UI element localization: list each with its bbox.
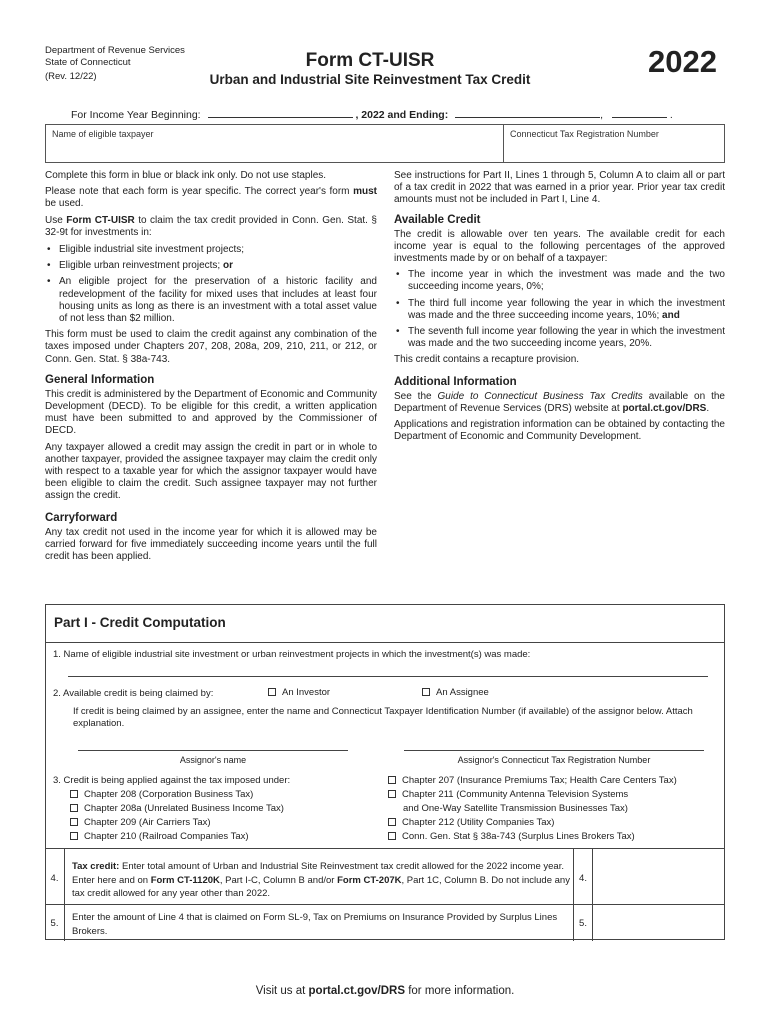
drs-link[interactable]: portal.ct.gov/DRS xyxy=(622,402,707,414)
footer: Visit us at portal.ct.gov/DRS for more information. xyxy=(255,985,515,997)
prior-year-note: See instructions for Part II, Lines 1 through 5, Column A to claim all or part of a tax credit in 2022 that was earned in a prior year. Prior year tax credit amounts must not be included in Part I, Line 4. xyxy=(394,170,725,206)
recapture-note: This credit contains a recapture provision. xyxy=(394,354,580,366)
chapter-208-option[interactable]: Chapter 208 (Corporation Business Tax) xyxy=(70,788,284,802)
additional-info-2: Applications and registration information can be obtained by contacting the Department of Economic and Community Development. xyxy=(394,419,725,443)
chapter-38a-checkbox[interactable] xyxy=(388,832,396,840)
percentage-list xyxy=(394,269,725,350)
additional-info-1: See the Guide to Connecticut Business Tax Credits available on the Department of Revenue Services (DRS) website at portal.ct.gov/DRS. xyxy=(394,390,725,414)
chapter-207-option[interactable]: Chapter 207 (Insurance Premiums Tax; Health Care Centers Tax) xyxy=(388,774,677,788)
chapter-210-option[interactable]: Chapter 210 (Railroad Companies Tax) xyxy=(70,830,284,844)
line-1-label: 1. Name of eligible industrial site investment or urban reinvestment projects in which the investment(s) was made: xyxy=(53,649,531,660)
chapters-right xyxy=(388,774,677,844)
carryforward-text: Any tax credit not used in the income year for which it is allowed may be carried forward for five immediately succeeding income years until the full credit has been applied. xyxy=(45,526,377,563)
right-column xyxy=(394,170,725,447)
assignee-option[interactable]: An Assignee xyxy=(422,687,489,699)
chapter-210-checkbox[interactable] xyxy=(70,832,78,840)
taxpayer-name-field[interactable] xyxy=(46,125,504,162)
line-1-project-field[interactable] xyxy=(68,676,708,677)
chapters-left xyxy=(70,788,284,844)
line-4-text: Tax credit: Enter total amount of Urban and Industrial Site Reinvestment tax credit allowed for the 2022 income year. Enter here and on Form CT-1120K, Part I-C, Column B and/or Form CT-207K, Part 1C, Column B. Do not include any tax credit allowed for any year other than 2022. xyxy=(72,861,570,899)
list-item: • Eligible urban reinvestment projects; or xyxy=(45,260,377,272)
form-year: 2022 xyxy=(648,44,717,79)
assignee-checkbox[interactable] xyxy=(422,688,430,696)
begin-date-field[interactable] xyxy=(208,107,353,118)
chapter-208a-checkbox[interactable] xyxy=(70,804,78,812)
header-agency xyxy=(45,45,185,83)
chapter-211-continued: and One-Way Satellite Transmission Businesses Tax) xyxy=(403,803,628,814)
chapter-211-option[interactable]: Chapter 211 (Community Antenna Television Systems xyxy=(388,788,677,802)
chapter-212-checkbox[interactable] xyxy=(388,818,396,826)
chapter-38a-option[interactable]: Conn. Gen. Stat § 38a-743 (Surplus Lines Brokers Tax) xyxy=(388,830,677,844)
period-middle: , 2022 and Ending: xyxy=(355,109,449,121)
line-5-row xyxy=(45,904,725,940)
list-item: • An eligible project for the preservation of a historic facility and redevelopment of the facility for mixed uses that includes at least four housing units as long as there is an investment with a total asset value of not less than $2 million. xyxy=(45,276,377,325)
general-info-heading: General Information xyxy=(45,373,155,386)
list-item: • Eligible industrial site investment projects; xyxy=(45,244,377,256)
chapter-208a-option[interactable]: Chapter 208a (Unrelated Business Income Tax) xyxy=(70,802,284,816)
begin-label: For Income Year Beginning: xyxy=(71,109,201,121)
chapter-209-option[interactable]: Chapter 209 (Air Carriers Tax) xyxy=(70,816,284,830)
assignor-reg-field[interactable] xyxy=(404,750,704,751)
state-name: State of Connecticut xyxy=(45,57,131,68)
end-year-field[interactable] xyxy=(612,107,667,118)
footer-link[interactable]: portal.ct.gov/DRS xyxy=(308,985,406,997)
chapter-208-checkbox[interactable] xyxy=(70,790,78,798)
line-4-amount-field[interactable] xyxy=(593,849,725,905)
end-sep: , xyxy=(600,109,604,121)
ink-instruction: Complete this form in blue or black ink only. Do not use staples. xyxy=(45,170,327,181)
registration-number-label: Connecticut Tax Registration Number xyxy=(510,129,659,139)
end-date-field[interactable] xyxy=(455,107,600,118)
chapter-211-checkbox[interactable] xyxy=(388,790,396,798)
line-4-number: 4. xyxy=(45,849,65,905)
line-4-number-right: 4. xyxy=(573,849,593,905)
line-4-row xyxy=(45,848,725,904)
list-item: • The income year in which the investment was made and the two succeeding income years, 0%; xyxy=(394,269,725,293)
available-credit-text: The credit is allowable over ten years. The available credit for each income year is equal to the following percentages of the approved investments made by or on behalf of a taxpayer: xyxy=(394,228,725,265)
investor-checkbox[interactable] xyxy=(268,688,276,696)
taxpayer-name-label: Name of eligible taxpayer xyxy=(52,129,154,139)
part-1-title: Part I - Credit Computation xyxy=(46,605,724,643)
general-info-2: Any taxpayer allowed a credit may assign the credit in part or in whole to another taxpayer, provided the assignee taxpayer may claim the credit only with respect to a taxable year for which the assignor taxpayer would have been eligible to claim the credit. Such assignee taxpayer may not further assign the credit. xyxy=(45,441,377,502)
chapter-212-option[interactable]: Chapter 212 (Utility Companies Tax) xyxy=(388,816,677,830)
income-year-line: For Income Year Beginning: , 2022 and Ending: , . xyxy=(71,109,673,121)
line-5-number-right: 5. xyxy=(573,905,593,941)
assignee-note: If credit is being claimed by an assignee, enter the name and Connecticut Taxpayer Identification Number (if available) of the assignor below. Attach explanation. xyxy=(73,706,693,729)
general-info-1: This credit is administered by the Department of Economic and Community Development (DECD). To be eligible for this credit, a written application must have been submitted to and approved by the Commissioner of DECD. xyxy=(45,388,377,437)
year-specific-note: Please note that each form is year specific. The correct year's form must be used. xyxy=(45,186,377,210)
investment-list xyxy=(45,244,377,325)
line-3-label: 3. Credit is being applied against the tax imposed under: xyxy=(53,775,291,786)
form-title: Form CT-UISR xyxy=(305,50,435,71)
chapters-text: This form must be used to claim the credit against any combination of the taxes imposed under Chapters 207, 208, 208a, 209, 210, 211, or 212, or Conn. Gen. Stat. § 38a-743. xyxy=(45,329,377,365)
chapter-209-checkbox[interactable] xyxy=(70,818,78,826)
line-5-amount-field[interactable] xyxy=(593,905,725,941)
chapter-207-checkbox[interactable] xyxy=(388,776,396,784)
taxpayer-box xyxy=(45,124,725,163)
available-credit-heading: Available Credit xyxy=(394,213,481,226)
part-1-section xyxy=(45,604,725,940)
additional-info-heading: Additional Information xyxy=(394,375,517,388)
line-5-number: 5. xyxy=(45,905,65,941)
registration-number-field[interactable] xyxy=(504,125,724,162)
form-subtitle: Urban and Industrial Site Reinvestment Tax Credit xyxy=(209,72,531,87)
list-item: • The third full income year following the year in which the investment was made and the three succeeding income years, 10%; and xyxy=(394,298,725,322)
assignor-name-field[interactable] xyxy=(78,750,348,751)
assignor-name-label: Assignor's name xyxy=(179,755,247,765)
assignor-reg-label: Assignor's Connecticut Tax Registration Number xyxy=(457,755,651,765)
carryforward-heading: Carryforward xyxy=(45,511,118,524)
use-form-text: Use Form CT-UISR to claim the tax credit provided in Conn. Gen. Stat. § 32-9t for investments in: xyxy=(45,214,377,238)
line-2-label: 2. Available credit is being claimed by: xyxy=(53,688,214,699)
investor-option[interactable]: An Investor xyxy=(268,687,330,699)
line-5-text: Enter the amount of Line 4 that is claimed on Form SL-9, Tax on Premiums on Insurance Provided by Surplus Lines Brokers. xyxy=(72,912,558,937)
list-item: • The seventh full income year following the year in which the investment was made and the two succeeding income years, 20%. xyxy=(394,326,725,350)
left-column xyxy=(45,170,377,567)
dept-name: Department of Revenue Services xyxy=(45,45,185,56)
revision: (Rev. 12/22) xyxy=(45,71,97,82)
